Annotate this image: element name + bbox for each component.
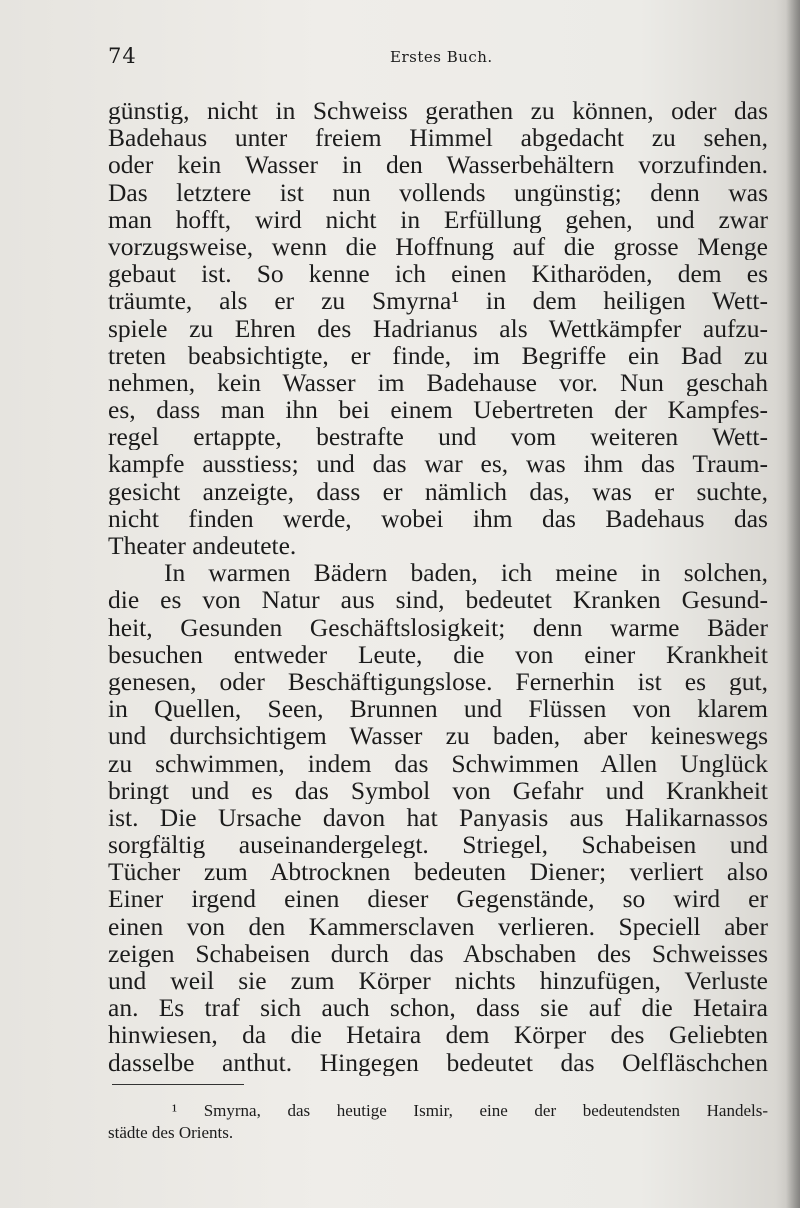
page-edge-shadow [786,0,800,1208]
text-line: Badehaus unter freiem Himmel abgedacht zu sehen, [108,124,768,152]
text-line: genesen, oder Beschäftigungslose. Fernerhin ist es gut, [108,667,768,696]
text-line: die es von Natur aus sind, bedeutet Kranken Gesund- [108,586,768,614]
text-line: Tücher zum Abtrocknen bedeuten Diener; verliert also [108,858,768,886]
text-line: träumte, als er zu Smyrna¹ in dem heiligen Wett- [108,287,768,315]
text-line: oder kein Wasser in den Wasserbehältern vorzufinden. [108,151,768,179]
page-number: 74 [108,44,137,68]
text-line: gebaut ist. So kenne ich einen Kitharöden, dem es [108,260,768,288]
text-line: zu schwimmen, indem das Schwimmen Allen Unglück [108,749,768,777]
text-line: regel ertappte, bestrafte und vom weiteren Wett- [108,423,768,451]
text-line: Einer irgend einen dieser Gegenstände, so wird er [108,885,768,913]
text-line: heit, Gesunden Geschäftslosigkeit; denn warme Bäder [108,613,768,641]
text-line: Theater andeutete. [108,532,297,560]
text-line: bringt und es das Symbol von Gefahr und Krankheit [108,776,768,804]
text-line: man hofft, wird nicht in Erfüllung gehen, und zwar [108,205,768,233]
footnote-divider [112,1084,244,1085]
text-line: hinwiesen, da die Hetaira dem Körper des Geliebten [108,1021,768,1049]
text-line: zeigen Schabeisen durch das Abschaben des Schweisses [108,939,768,967]
text-line: gesicht anzeigte, dass er nämlich das, was er suchte, [108,477,768,505]
text-line: kampfe ausstiess; und das war es, was ihm das Traum- [108,450,768,478]
text-line: und weil sie zum Körper nichts hinzufügen, Verluste [108,967,768,995]
text-line: in Quellen, Seen, Brunnen und Flüssen von klarem [108,695,768,723]
text-line: nehmen, kein Wasser im Badehause vor. Nun geschah [108,368,768,397]
text-line: und durchsichtigem Wasser zu baden, aber keineswegs [108,722,768,750]
text-line: spiele zu Ehren des Hadrianus als Wettkämpfer aufzu- [108,314,768,342]
text-line: Das letztere ist nun vollends ungünstig; denn was [108,178,768,206]
running-title: Erstes Buch. [390,48,493,66]
text-line: einen von den Kammersclaven verlieren. Speciell aber [108,912,768,940]
text-line: günstig, nicht in Schweiss gerathen zu können, oder das [108,97,768,125]
text-line: sorgfältig auseinandergelegt. Striegel, Schabeisen und [108,831,768,859]
text-line: dasselbe anthut. Hingegen bedeutet das Oelfläschchen [108,1048,768,1076]
text-line: an. Es traf sich auch schon, dass sie auf die Hetaira [108,994,768,1022]
paragraph-start-line: In warmen Bädern baden, ich meine in solchen, [164,559,768,587]
footnote-line: städte des Orients. [108,1123,234,1142]
running-head [108,44,768,72]
text-line: es, dass man ihn bei einem Uebertreten der Kampfes- [108,396,768,424]
text-line: vorzugsweise, wenn die Hoffnung auf die grosse Menge [108,232,768,261]
footnote [108,1100,768,1144]
footnote-line: ¹ Smyrna, das heutige Ismir, eine der bedeutendsten Handels- [172,1101,768,1120]
text-line: nicht finden werde, wobei ihm das Badehaus das [108,504,768,532]
text-line: treten beabsichtigte, er finde, im Begriffe ein Bad zu [108,341,768,369]
body-text [108,97,768,1076]
text-line: besuchen entweder Leute, die von einer Krankheit [108,640,768,668]
text-line: ist. Die Ursache davon hat Panyasis aus Halikarnassos [108,803,768,832]
